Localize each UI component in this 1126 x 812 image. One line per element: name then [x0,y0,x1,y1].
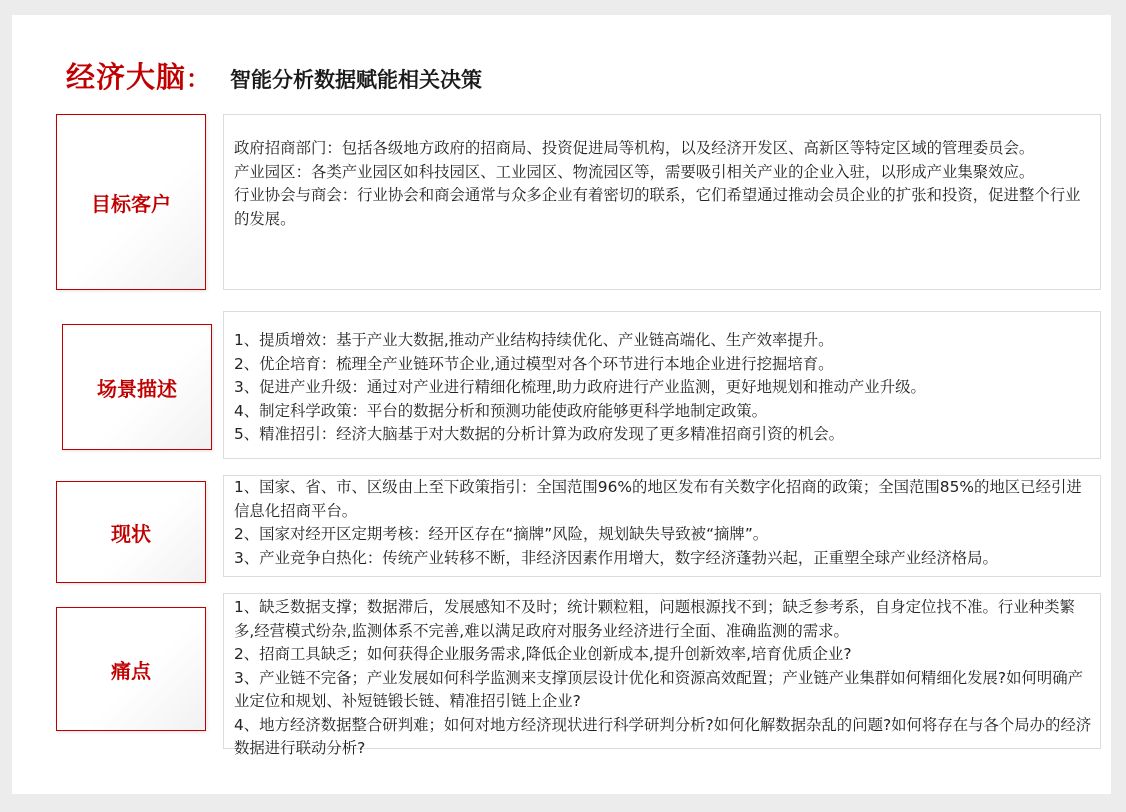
section-label-target-customers [56,114,206,290]
content-line: 2、国家对经开区定期考核：经开区存在“摘牌”风险，规划缺失导致被“摘牌”。 [234,525,769,543]
content-line: 3、产业竞争白热化：传统产业转移不断，非经济因素作用增大，数字经济蓬勃兴起，正重塑全球产业经济格局。 [234,548,998,567]
content-line: 政府招商部门：包括各级地方政府的招商局、投资促进局等机构，以及经济开发区、高新区等特定区域的管理委员会。 [234,139,1035,157]
page-title [66,55,482,96]
content-line: 1、提质增效：基于产业大数据,推动产业结构持续优化、产业链高端化、生产效率提升。 [234,331,834,349]
content-line: 4、地方经济数据整合研判难；如何对地方经济现状进行科学研判分析?如何化解数据杂乱的问题?如何将存在与各个局办的经济数据进行联动分析? [234,715,1092,757]
brand-title: 经济大脑 [66,60,187,94]
content-line: 1、国家、省、市、区级由上至下政策指引：全国范围96%的地区发布有关数字化招商的政策；全国范围85%的地区已经引进信息化招商平台。 [234,478,1082,520]
content-line: 产业园区：各类产业园区如科技园区、工业园区、物流园区等，需要吸引相关产业的企业入驻，以形成产业集聚效应。 [234,162,1035,181]
section-content-scenario [223,311,1101,459]
section-label-text: 现状 [111,521,151,546]
section-label-scenario [62,324,212,450]
content-line: 2、招商工具缺乏；如何获得企业服务需求,降低企业创新成本,提升创新效率,培育优质企业? [234,645,852,663]
slide [12,15,1111,794]
section-label-text: 场景描述 [97,376,177,401]
section-label-status [56,481,206,583]
content-line: 行业协会与商会：行业协会和商会通常与众多企业有着密切的联系，它们希望通过推动会员企业的扩张和投资，促进整个行业的发展。 [234,186,1081,228]
content-line: 3、产业链不完备；产业发展如何科学监测来支撑顶层设计优化和资源高效配置；产业链产业集群如何精细化发展?如何明确产业定位和规划、补短链锻长链、精准招引链上企业? [234,668,1084,710]
section-content-pain-points [223,593,1101,757]
content-line: 1、缺乏数据支撑；数据滞后，发展感知不及时；统计颗粒粗，问题根源找不到；缺乏参考系，自身定位找不准。行业种类繁多,经营模式纷杂,监测体系不完善,难以满足政府对服务业经济进行全面、准确监测的需求。 [234,598,1075,640]
content-line: 4、制定科学政策：平台的数据分析和预测功能使政府能够更科学地制定政策。 [234,401,768,420]
content-line: 5、精准招引：经济大脑基于对大数据的分析计算为政府发现了更多精准招商引资的机会。 [234,425,845,443]
section-content-status [223,475,1101,577]
page-subtitle: 智能分析数据赋能相关决策 [230,68,483,92]
content-line: 3、促进产业升级：通过对产业进行精细化梳理,助力政府进行产业监测，更好地规划和推动产业升级。 [234,378,926,396]
content-line: 2、优企培育：梳理全产业链环节企业,通过模型对各个环节进行本地企业进行挖掘培育。 [234,354,834,373]
section-label-pain-points [56,607,206,731]
title-colon: ： [186,65,211,93]
section-content-target-customers [223,114,1101,290]
section-label-text: 痛点 [111,658,151,683]
section-label-text: 目标客户 [91,191,171,216]
